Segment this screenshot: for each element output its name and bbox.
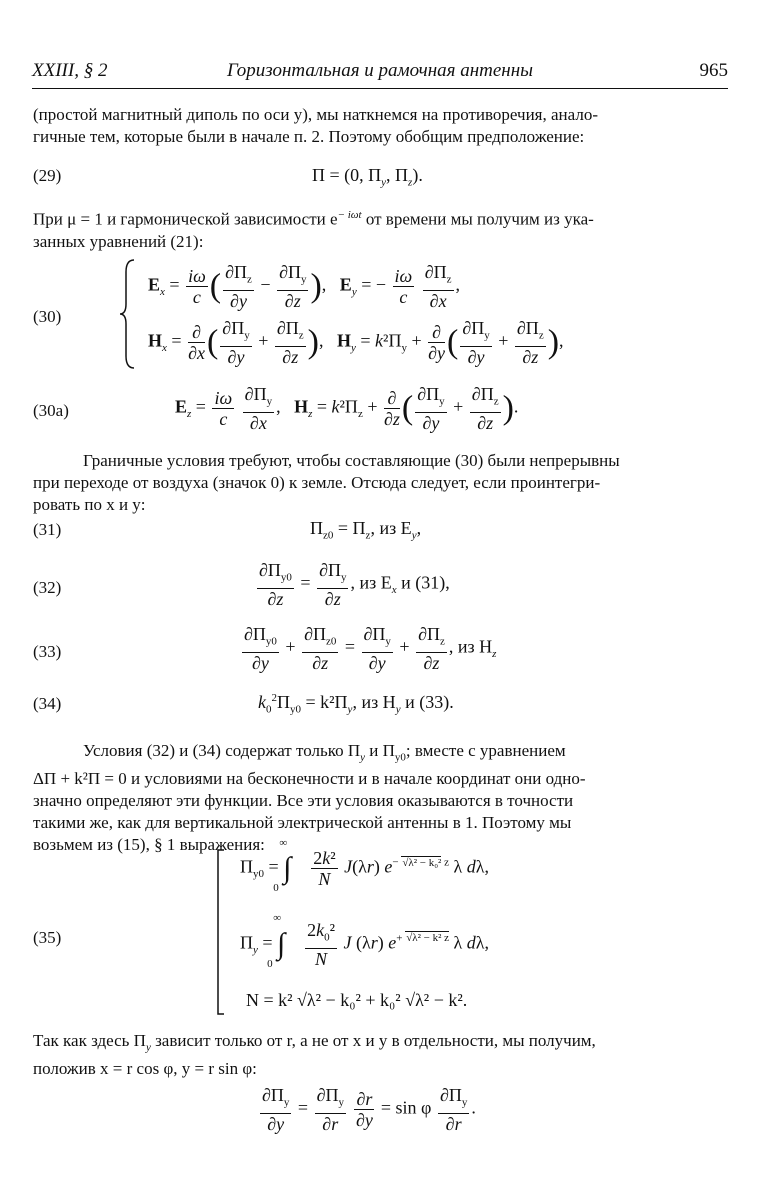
equation-30-line-2: $H_x$ = $\frac{\partial}{\partial x}$ ( $\frac{\partial\Pi_y}{\partial y}$ + $\frac{\partial\Pi_z}{\partial z}$ ), $H_y = k^2\Pi_y$ + $\frac{\partial}{\partial y}$ ( $\frac{\partial\Pi_y}{\partial y}$ + $\frac{\partial\Pi_z}{\partial z}$ ), xyxy=(148,318,564,367)
equation-number-30: (30) xyxy=(33,307,62,326)
equation-number-31: (31) xyxy=(33,520,62,539)
running-header xyxy=(32,60,728,88)
header-chapter: XXIII, § 2 xyxy=(32,60,108,81)
equation-number-35: (35) xyxy=(33,928,62,947)
header-title: Горизонтальная и рамочная антенны xyxy=(226,60,534,81)
equation-35-line-1: $\Pi_{y0} = \int^\infty_0$ $\frac{\text{2k²}}{N}$ J(λr) $e^{- √\lambda^2 - k_0^2 z}$ λ dλ, xyxy=(240,836,489,895)
eq-text: , из H xyxy=(352,692,396,712)
eq-text: , Π xyxy=(386,165,409,185)
text-line: занных уравнений (21): xyxy=(33,231,204,251)
header-rule xyxy=(32,88,728,89)
eq-text: = Π xyxy=(333,518,366,538)
eq-text: , из H xyxy=(448,636,493,657)
text-span: и Π xyxy=(365,741,395,760)
text-line: положив x = r cos φ, y = r sin φ: xyxy=(33,1059,257,1079)
text-line: гичные тем, которые были в начале п. 2. Поэтому обобщим предположение: xyxy=(33,127,585,146)
text-span: Условия (32) и (34) содержат только Π xyxy=(83,741,361,760)
text-line: ΔΠ + k²Π = 0 и условиями на бесконечности и в начале координат они одно- xyxy=(33,769,586,789)
eq-text: и (31), xyxy=(396,572,450,593)
equation-29: Π = (0, $\Pi_y$, $\Pi_z$). xyxy=(312,165,423,189)
equation-35-line-2: $\Pi_y = \int^\infty_0$ $\frac{2k_0^2}{N}$ J (λr) $e^{+ √\lambda^2 - k^2 z}$ λ dλ, xyxy=(240,912,490,971)
equation-30-line-1: $E_x$ = $\frac{i\omega}{c}$ ( $\frac{\partial\Pi_z}{\partial y}$ − $\frac{\partial\Pi_y}{\partial z}$ ), $E_y$ = − $\frac{i\omega}{c}$ $\frac{\partial\Pi_z}{\partial x}$ , xyxy=(148,262,461,311)
equation-34: $k_0^2\Pi_{y0} = k^2\Pi_y$, из $H_y$ и (33). xyxy=(258,692,454,716)
paragraph-5 xyxy=(33,1030,727,1080)
eq-text: = k²Π xyxy=(301,692,348,712)
header-page-number: 965 xyxy=(699,60,728,81)
equation-31: $\Pi_{z0} = \Pi_z$, из $E_y$, xyxy=(310,518,422,542)
text-span: ; вместе с уравнением xyxy=(405,741,566,760)
equation-35-line-3: N = k² √λ² − k₀² + k₀² √λ² − k². xyxy=(246,990,468,1010)
eq-text: = sin φ xyxy=(376,1097,436,1118)
text-line: Граничные условия требуют, чтобы составляющие (30) были непрерывны xyxy=(83,451,620,470)
text-line: такими же, как для вертикальной электрической антенны в 1. Поэтому мы xyxy=(33,813,572,833)
equation-number-32: (32) xyxy=(33,578,62,597)
text-line: (простой магнитный диполь по оси y), мы наткнемся на противоречия, анало- xyxy=(33,105,598,124)
text-line: значно определяют эти функции. Все эти условия оказываются в точности xyxy=(33,791,574,811)
text-line: Условия (32) и (34) содержат только $\Pi_y$ и $\Pi_{y0}$; вместе с уравнением xyxy=(83,741,566,764)
text-line: при переходе от воздуха (значок 0) к земле. Отсюда следует, если проинтегри- xyxy=(33,473,601,492)
equation-number-34: (34) xyxy=(33,694,62,713)
equation-30a: $E_z$ = $\frac{i\omega}{c}$ $\frac{\partial\Pi_y}{\partial x}$ , $H_z = k^2\Pi_z$ + $\frac{\partial}{\partial z}$ ( $\frac{\partial\Pi_y}{\partial y}$ + $\frac{\partial\Pi_z}{\partial z}$ ). xyxy=(175,384,519,433)
eq-text: ). xyxy=(412,165,423,185)
equation-final: $\frac{\partial\Pi_y}{\partial y}$ = $\frac{\partial\Pi_y}{\partial r}$ $\frac{\partial r}{\partial y}$ = sin φ $\frac{\partial\Pi_y}{\partial r}$ . xyxy=(262,1085,476,1134)
equation-number-30a: (30a) xyxy=(33,401,69,420)
paragraph-4 xyxy=(33,740,727,856)
paragraph-3 xyxy=(33,450,727,516)
paragraph-1 xyxy=(33,104,727,148)
left-brace-30 xyxy=(118,258,138,370)
text-span: Так как здесь Π xyxy=(33,1031,146,1050)
eq-text: , из E xyxy=(370,518,412,538)
equation-number-33: (33) xyxy=(33,642,62,661)
text-span: от времени мы получим из ука- xyxy=(361,209,594,229)
text-span: зависит только от r, а не от x и y в отдельности, мы получим, xyxy=(150,1031,596,1050)
eq-text: k xyxy=(258,692,266,712)
text-line: ровать по x и y: xyxy=(33,495,146,514)
text-span: При μ = 1 и гармонической зависимости e xyxy=(33,209,338,229)
exponent: − iωt xyxy=(337,209,362,221)
eq-text: Π xyxy=(277,692,290,712)
eq-text: Π xyxy=(310,518,323,538)
left-bracket-35 xyxy=(214,848,228,1016)
paragraph-2 xyxy=(33,204,727,253)
text-line: возьмем из (15), § 1 выражения: xyxy=(33,835,265,855)
text-line xyxy=(33,204,727,231)
text-line: Так как здесь $\Pi_y$ зависит только от r, а не от x и y в отдельности, мы получим, xyxy=(33,1031,596,1054)
equation-32: $\frac{\partial\Pi_{y0}}{\partial z}$ = $\frac{\partial\Pi_y}{\partial z}$ , из $E_x$ и (31), xyxy=(259,560,450,609)
eq-text: Π = (0, Π xyxy=(312,165,382,185)
equation-33: $\frac{\partial\Pi_{y0}}{\partial y}$ + $\frac{\partial\Pi_{z0}}{\partial z}$ = $\frac{\partial\Pi_y}{\partial y}$ + $\frac{\partial\Pi_z}{\partial z}$ , из $H_z$ xyxy=(244,624,497,673)
eq-text: , из E xyxy=(350,572,392,593)
equation-number-29: (29) xyxy=(33,166,62,185)
eq-text: и (33). xyxy=(400,692,454,712)
